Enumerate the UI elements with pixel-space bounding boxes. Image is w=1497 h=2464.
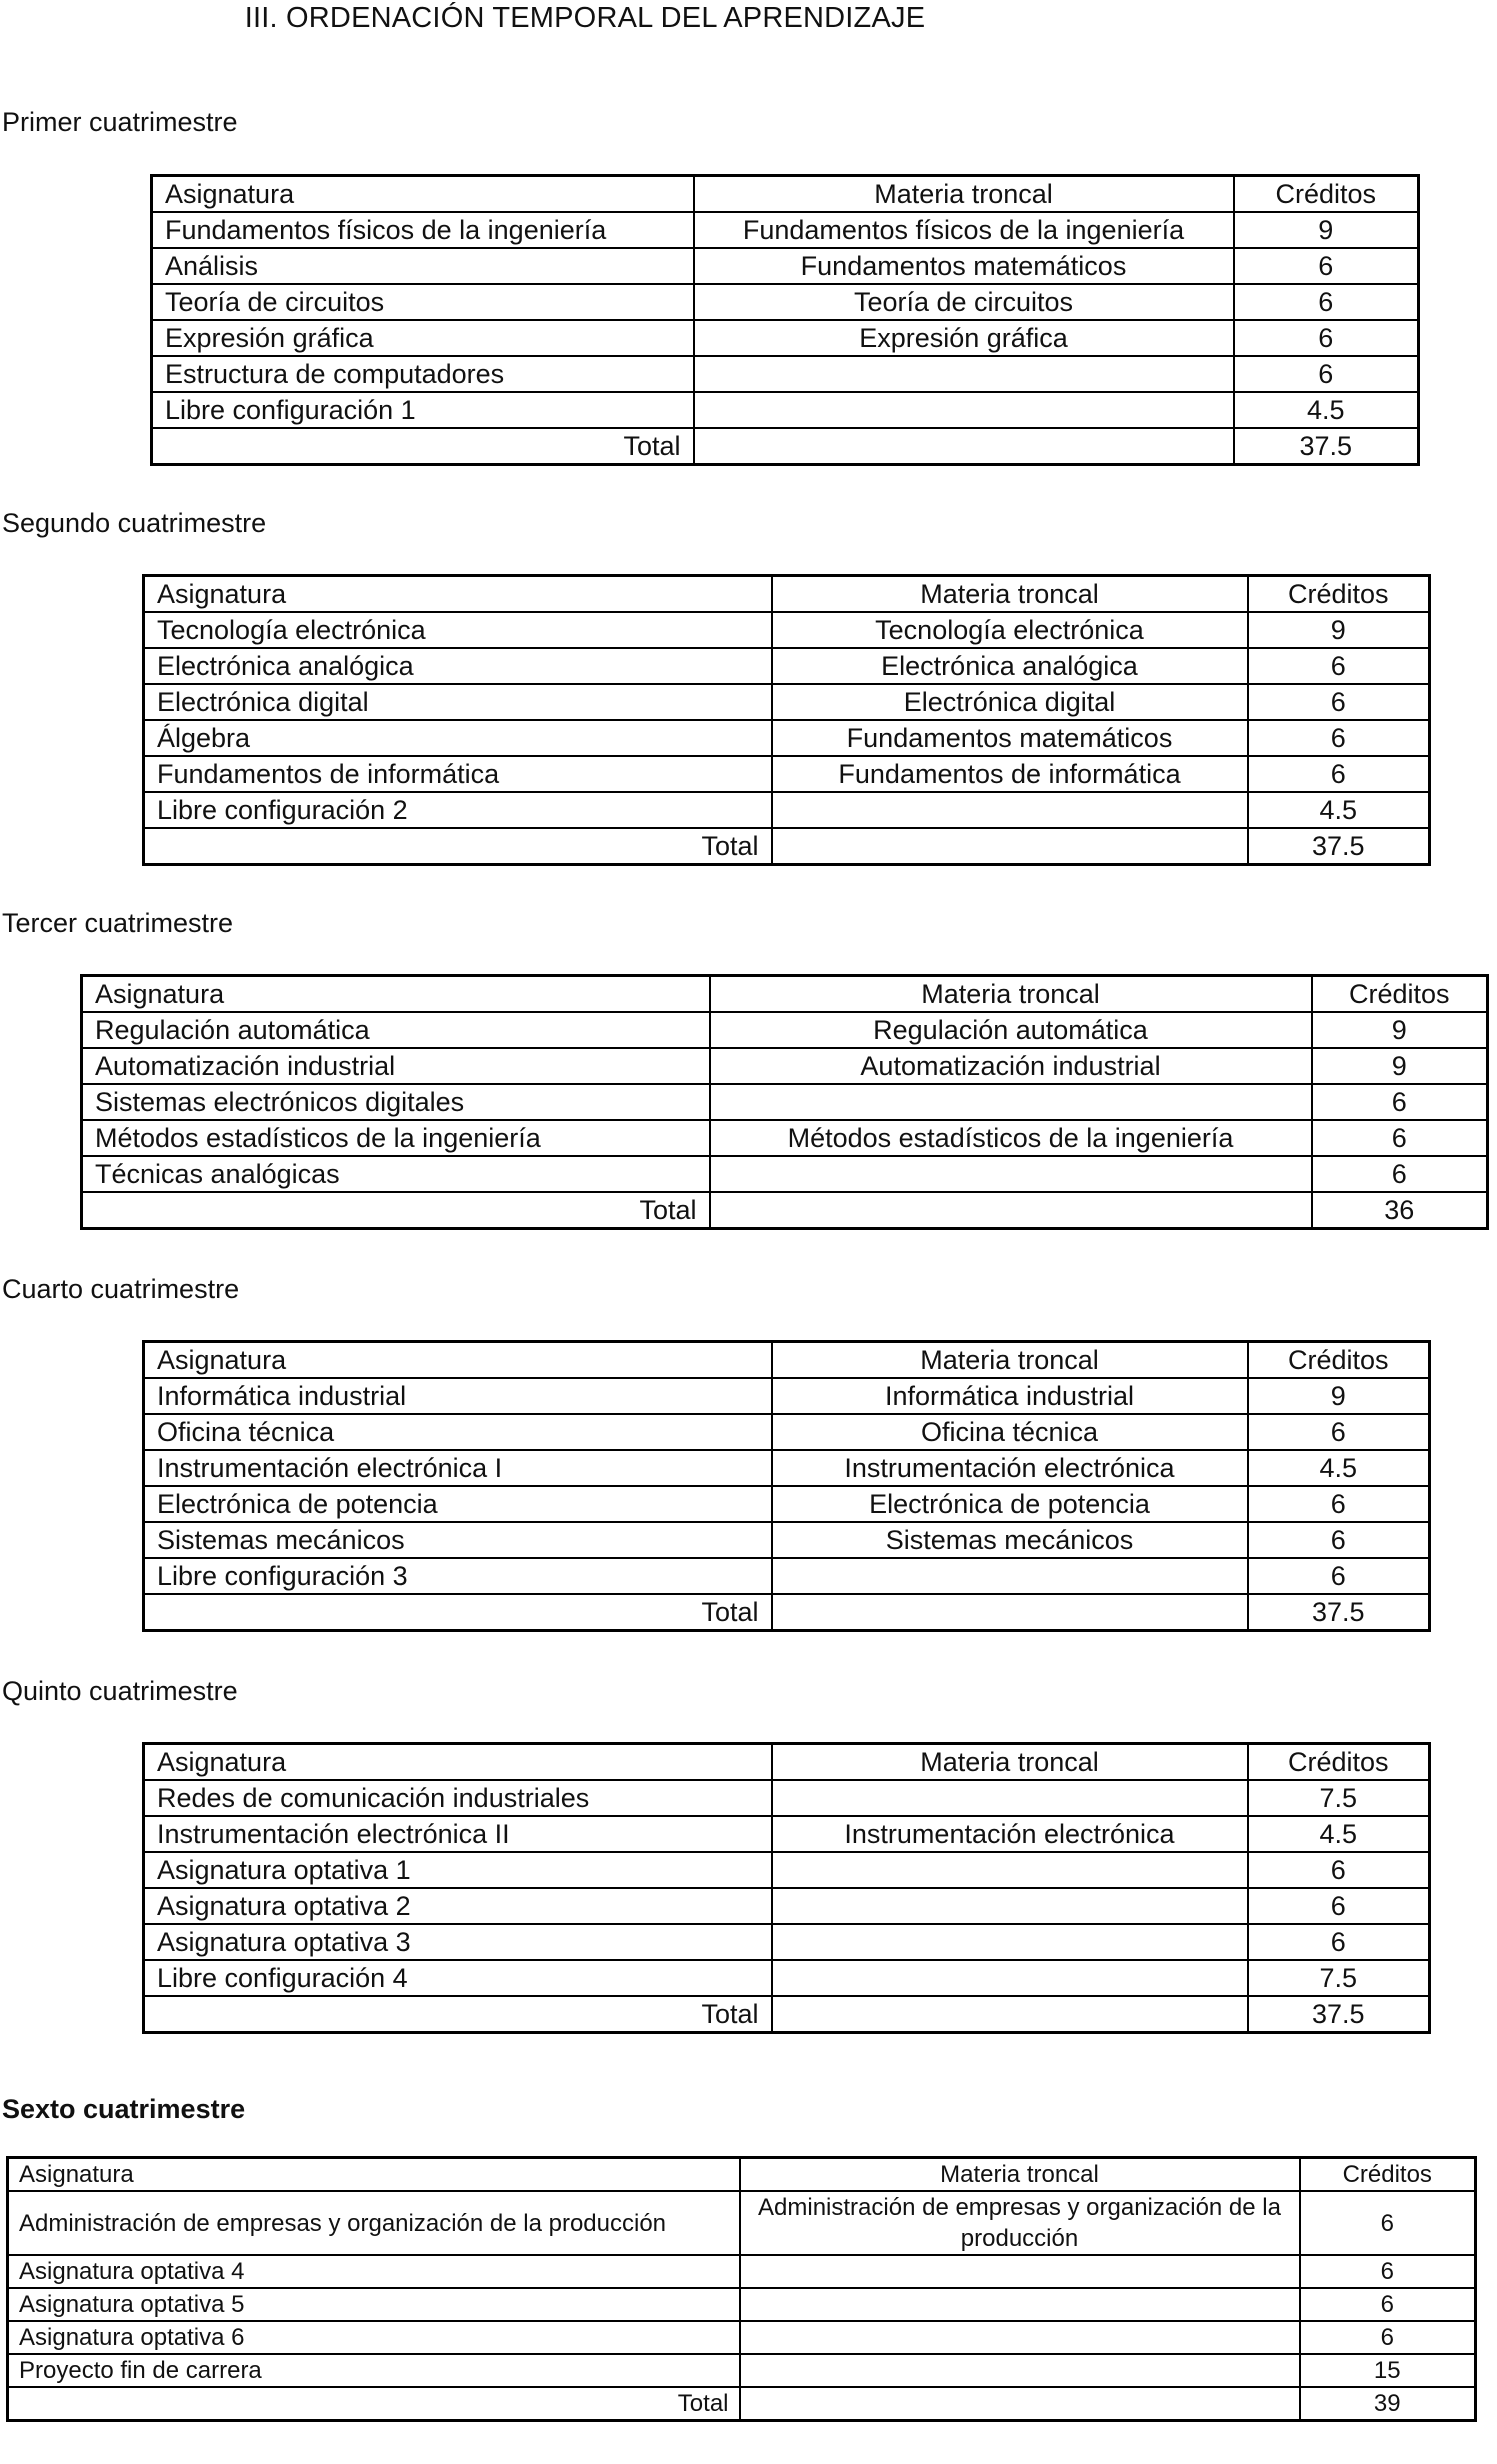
table-row [144,1414,1430,1450]
header-materia: Materia troncal [740,2158,1300,2192]
cell-asignatura: Asignatura optativa 6 [8,2321,740,2354]
cell-asignatura: Fundamentos de informática [144,756,772,792]
cell-materia: Electrónica analógica [772,648,1248,684]
table-row [8,2354,1476,2387]
table-row [152,212,1419,248]
cell-asignatura: Informática industrial [144,1378,772,1414]
table-row [144,756,1430,792]
cell-asignatura: Instrumentación electrónica I [144,1450,772,1486]
cell-materia: Administración de empresas y organización de la producción [740,2191,1300,2255]
cell-asignatura: Expresión gráfica [152,320,694,356]
table-row [144,720,1430,756]
semester-table [142,574,1431,866]
cell-materia [710,1084,1312,1120]
total-empty [772,1594,1248,1631]
table-row [8,2321,1476,2354]
table-row [144,1852,1430,1888]
table-row [144,1378,1430,1414]
cell-creditos: 6 [1234,356,1419,392]
cell-asignatura: Análisis [152,248,694,284]
cell-materia [740,2354,1300,2387]
cell-materia: Fundamentos de informática [772,756,1248,792]
table-row [144,1522,1430,1558]
cell-asignatura: Electrónica digital [144,684,772,720]
table-row [152,320,1419,356]
cell-creditos: 9 [1248,612,1430,648]
cell-asignatura: Libre configuración 1 [152,392,694,428]
cell-materia [694,392,1234,428]
total-row [144,1594,1430,1631]
total-row [82,1192,1488,1229]
semester-table [80,974,1489,1230]
total-row [144,828,1430,865]
table-row [144,1924,1430,1960]
cell-materia: Fundamentos físicos de la ingeniería [694,212,1234,248]
cell-materia: Informática industrial [772,1378,1248,1414]
cell-asignatura: Libre configuración 4 [144,1960,772,1996]
semester-label: Segundo cuatrimestre [2,508,267,538]
cell-materia [772,1558,1248,1594]
cell-creditos: 9 [1234,212,1419,248]
cell-creditos: 6 [1312,1084,1488,1120]
header-asignatura: Asignatura [144,1342,772,1379]
table-row [82,1048,1488,1084]
total-label: Total [144,828,772,865]
cell-creditos: 9 [1312,1012,1488,1048]
total-value: 37.5 [1248,1996,1430,2033]
cell-creditos: 6 [1234,284,1419,320]
total-row [152,428,1419,465]
total-empty [772,828,1248,865]
cell-creditos: 9 [1248,1378,1430,1414]
cell-asignatura: Teoría de circuitos [152,284,694,320]
cell-creditos: 6 [1300,2255,1476,2288]
cell-materia: Oficina técnica [772,1414,1248,1450]
cell-asignatura: Tecnología electrónica [144,612,772,648]
header-asignatura: Asignatura [144,576,772,613]
cell-creditos: 6 [1248,1558,1430,1594]
total-empty [710,1192,1312,1229]
cell-materia [740,2321,1300,2354]
cell-materia [694,356,1234,392]
semester-label: Quinto cuatrimestre [2,1676,238,1706]
table-row [82,1012,1488,1048]
cell-creditos: 6 [1248,720,1430,756]
cell-materia: Automatización industrial [710,1048,1312,1084]
table-row [144,1780,1430,1816]
cell-materia: Tecnología electrónica [772,612,1248,648]
header-materia: Materia troncal [694,176,1234,213]
total-row [8,2387,1476,2421]
total-label: Total [144,1996,772,2033]
cell-materia [772,1960,1248,1996]
total-label: Total [8,2387,740,2421]
cell-creditos: 6 [1300,2288,1476,2321]
cell-asignatura: Asignatura optativa 2 [144,1888,772,1924]
header-materia: Materia troncal [772,1342,1248,1379]
cell-creditos: 4.5 [1248,1450,1430,1486]
semester-label: Cuarto cuatrimestre [2,1274,240,1304]
cell-asignatura: Oficina técnica [144,1414,772,1450]
table-header-row [82,976,1488,1013]
table-row [144,1960,1430,1996]
cell-materia: Sistemas mecánicos [772,1522,1248,1558]
cell-materia [710,1156,1312,1192]
cell-creditos: 6 [1234,248,1419,284]
table-header-row [144,576,1430,613]
header-materia: Materia troncal [710,976,1312,1013]
header-asignatura: Asignatura [82,976,710,1013]
semester-label: Primer cuatrimestre [2,107,238,137]
cell-creditos: 6 [1248,1852,1430,1888]
cell-asignatura: Estructura de computadores [152,356,694,392]
cell-materia [772,1924,1248,1960]
total-value: 37.5 [1248,828,1430,865]
cell-materia: Instrumentación electrónica [772,1450,1248,1486]
cell-asignatura: Asignatura optativa 3 [144,1924,772,1960]
table-row [144,1558,1430,1594]
cell-materia: Instrumentación electrónica [772,1816,1248,1852]
table-row [144,1816,1430,1852]
table-row [8,2288,1476,2321]
total-empty [694,428,1234,465]
table-row [144,648,1430,684]
table-row [144,1888,1430,1924]
semester-table [6,2156,1477,2422]
cell-materia: Fundamentos matemáticos [694,248,1234,284]
table-row [82,1120,1488,1156]
cell-creditos: 6 [1248,648,1430,684]
cell-asignatura: Sistemas mecánicos [144,1522,772,1558]
cell-asignatura: Regulación automática [82,1012,710,1048]
total-label: Total [152,428,694,465]
cell-materia [772,1780,1248,1816]
table-row [8,2255,1476,2288]
cell-creditos: 7.5 [1248,1960,1430,1996]
cell-asignatura: Asignatura optativa 4 [8,2255,740,2288]
table-row [152,392,1419,428]
cell-asignatura: Libre configuración 2 [144,792,772,828]
table-row [144,1486,1430,1522]
header-materia: Materia troncal [772,576,1248,613]
table-row [144,612,1430,648]
cell-asignatura: Asignatura optativa 1 [144,1852,772,1888]
table-row [152,356,1419,392]
cell-creditos: 6 [1248,684,1430,720]
cell-materia [772,792,1248,828]
cell-asignatura: Administración de empresas y organización de la producción [8,2191,740,2255]
cell-asignatura: Fundamentos físicos de la ingeniería [152,212,694,248]
cell-creditos: 6 [1248,756,1430,792]
cell-asignatura: Electrónica de potencia [144,1486,772,1522]
cell-asignatura: Libre configuración 3 [144,1558,772,1594]
cell-materia: Regulación automática [710,1012,1312,1048]
table-row [8,2191,1476,2255]
cell-creditos: 6 [1248,1486,1430,1522]
cell-creditos: 9 [1312,1048,1488,1084]
semester-label: Sexto cuatrimestre [2,2094,246,2124]
cell-creditos: 4.5 [1248,792,1430,828]
table-header-row [152,176,1419,213]
semester-table [150,174,1420,466]
cell-materia: Electrónica digital [772,684,1248,720]
cell-materia: Métodos estadísticos de la ingeniería [710,1120,1312,1156]
cell-creditos: 15 [1300,2354,1476,2387]
cell-creditos: 6 [1312,1156,1488,1192]
cell-asignatura: Electrónica analógica [144,648,772,684]
table-header-row [144,1342,1430,1379]
cell-asignatura: Instrumentación electrónica II [144,1816,772,1852]
semester-table [142,1742,1431,2034]
cell-creditos: 4.5 [1248,1816,1430,1852]
semester-table [142,1340,1431,1632]
total-value: 37.5 [1234,428,1419,465]
table-row [82,1084,1488,1120]
cell-materia [772,1888,1248,1924]
cell-asignatura: Automatización industrial [82,1048,710,1084]
cell-creditos: 4.5 [1234,392,1419,428]
cell-materia: Fundamentos matemáticos [772,720,1248,756]
cell-materia: Electrónica de potencia [772,1486,1248,1522]
table-header-row [144,1744,1430,1781]
table-row [144,792,1430,828]
table-row [152,248,1419,284]
cell-creditos: 6 [1234,320,1419,356]
total-row [144,1996,1430,2033]
cell-materia [740,2255,1300,2288]
header-creditos: Créditos [1248,1744,1430,1781]
cell-asignatura: Técnicas analógicas [82,1156,710,1192]
total-value: 39 [1300,2387,1476,2421]
cell-creditos: 6 [1248,1888,1430,1924]
cell-materia: Expresión gráfica [694,320,1234,356]
header-creditos: Créditos [1234,176,1419,213]
header-asignatura: Asignatura [152,176,694,213]
cell-asignatura: Asignatura optativa 5 [8,2288,740,2321]
table-row [152,284,1419,320]
table-row [144,684,1430,720]
cell-asignatura: Sistemas electrónicos digitales [82,1084,710,1120]
total-empty [772,1996,1248,2033]
cell-materia [740,2288,1300,2321]
cell-asignatura: Proyecto fin de carrera [8,2354,740,2387]
table-row [82,1156,1488,1192]
table-header-row [8,2158,1476,2192]
cell-asignatura: Álgebra [144,720,772,756]
total-value: 37.5 [1248,1594,1430,1631]
cell-creditos: 6 [1312,1120,1488,1156]
cell-creditos: 6 [1300,2191,1476,2255]
header-materia: Materia troncal [772,1744,1248,1781]
header-asignatura: Asignatura [144,1744,772,1781]
header-creditos: Créditos [1248,1342,1430,1379]
header-creditos: Créditos [1312,976,1488,1013]
cell-creditos: 6 [1248,1924,1430,1960]
cell-creditos: 6 [1248,1522,1430,1558]
cell-creditos: 6 [1300,2321,1476,2354]
cell-asignatura: Métodos estadísticos de la ingeniería [82,1120,710,1156]
header-asignatura: Asignatura [8,2158,740,2192]
header-creditos: Créditos [1248,576,1430,613]
total-label: Total [144,1594,772,1631]
cell-materia: Teoría de circuitos [694,284,1234,320]
table-row [144,1450,1430,1486]
page-title: III. ORDENACIÓN TEMPORAL DEL APRENDIZAJE [244,2,926,34]
total-empty [740,2387,1300,2421]
total-value: 36 [1312,1192,1488,1229]
header-creditos: Créditos [1300,2158,1476,2192]
cell-creditos: 6 [1248,1414,1430,1450]
cell-creditos: 7.5 [1248,1780,1430,1816]
semester-label: Tercer cuatrimestre [2,908,234,938]
total-label: Total [82,1192,710,1229]
cell-materia [772,1852,1248,1888]
cell-asignatura: Redes de comunicación industriales [144,1780,772,1816]
